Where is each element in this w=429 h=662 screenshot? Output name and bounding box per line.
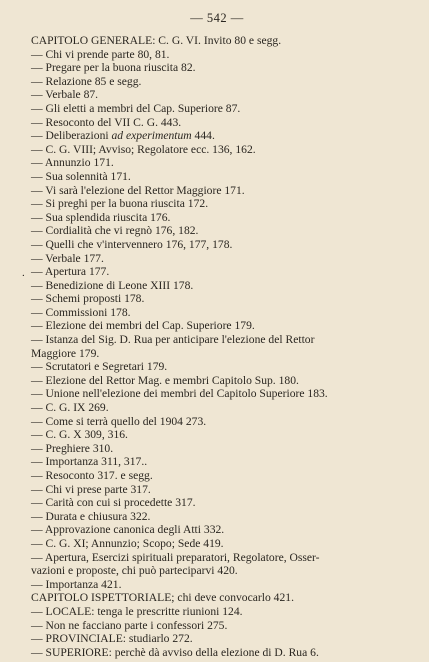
index-entry <box>31 170 403 184</box>
entry-text: — Carità con cui si procedette 317. <box>31 496 196 510</box>
index-entry <box>31 632 403 646</box>
entry-text: — Apertura, Esercizi spirituali preparatori, Regolatore, Osser- <box>31 550 320 564</box>
index-entry <box>31 442 403 456</box>
index-entry <box>31 605 403 619</box>
entry-text: — Si preghi per la buona riuscita 172. <box>31 197 209 211</box>
index-entry <box>31 551 403 565</box>
entry-text: — Scrutatori e Segretari 179. <box>31 360 168 374</box>
entry-text: — LOCALE: tenga le prescritte riunioni 124. <box>31 604 243 618</box>
index-entry <box>31 537 403 551</box>
index-entry <box>31 306 403 320</box>
index-entry <box>31 184 403 198</box>
index-entry <box>31 469 403 483</box>
entry-text: — C. G. IX 269. <box>31 401 109 415</box>
entry-text: — Quelli che v'intervennero 176, 177, 178. <box>31 237 233 251</box>
entry-text: — Schemi proposti 178. <box>31 292 145 306</box>
index-entry <box>31 360 403 374</box>
index-entry <box>31 211 403 225</box>
index-entry <box>31 510 403 524</box>
entry-text: — Unione nell'elezione dei membri del Capitolo Superiore 183. <box>31 387 328 401</box>
index-entry <box>31 61 403 75</box>
entry-text: — Verbale 87. <box>31 88 99 102</box>
index-entry <box>31 197 403 211</box>
entry-text: — Importanza 311, 317.. <box>31 455 148 469</box>
index-entry <box>31 401 403 415</box>
entry-text: — Benedizione di Leone XIII 178. <box>31 278 194 292</box>
entry-text: — Durata e chiusura 322. <box>31 509 151 523</box>
index-entry <box>31 156 403 170</box>
entry-text: — SUPERIORE: perchè dà avviso della elezione di D. Rua 6. <box>31 645 319 659</box>
entry-text: — Chi vi prende parte 80, 81. <box>31 47 170 61</box>
entry-text: — C. G. X 309, 316. <box>31 428 128 442</box>
entry-text: — Apertura 177. <box>31 265 110 279</box>
margin-mark: . <box>22 267 25 279</box>
index-entry <box>31 564 403 578</box>
entry-text: — Importanza 421. <box>31 577 122 591</box>
index-entry <box>31 238 403 252</box>
index-entry <box>31 265 403 279</box>
entry-text: — Chi vi prese parte 317. <box>31 482 151 496</box>
entry-text: — Sua solennità 171. <box>31 169 131 183</box>
entry-text: — Gli eletti a membri del Cap. Superiore 87. <box>31 101 241 115</box>
entry-text: — Vi sarà l'elezione del Rettor Maggiore 171. <box>31 183 245 197</box>
index-entry <box>31 591 403 605</box>
index-entry <box>31 88 403 102</box>
index-entry <box>31 578 403 592</box>
entry-text: — Elezione del Rettor Mag. e membri Capitolo Sup. 180. <box>31 373 299 387</box>
entry-text: — Cordialità che vi regnò 176, 182. <box>31 224 199 238</box>
index-entry <box>31 224 403 238</box>
entry-text: — Non ne facciano parte i confessori 275. <box>31 618 228 632</box>
entry-text: — Approvazione canonica degli Atti 332. <box>31 523 225 537</box>
entry-text: — Come si terrà quello del 1904 273. <box>31 414 207 428</box>
index-entry <box>31 523 403 537</box>
index-entry <box>31 116 403 130</box>
entry-text: — Resoconto 317. e segg. <box>31 469 153 482</box>
entry-text: — Istanza del Sig. D. Rua per anticipare l'elezione del Rettor <box>31 333 315 347</box>
entry-text: — Sua splendida riuscita 176. <box>31 210 171 224</box>
index-entry <box>31 292 403 306</box>
index-entries <box>31 34 403 659</box>
entry-text-after: 444. <box>191 129 215 143</box>
index-entry <box>31 48 403 62</box>
index-entry <box>31 319 403 333</box>
index-entry <box>31 129 403 143</box>
entry-text: — Verbale 177. <box>31 251 104 265</box>
index-entry <box>31 347 403 361</box>
entry-text: — Deliberazioni <box>31 129 112 143</box>
index-entry <box>31 646 403 660</box>
entry-text: — Commissioni 178. <box>31 305 131 319</box>
entry-text: — Elezione dei membri del Cap. Superiore 179. <box>31 319 255 333</box>
entry-text: CAPITOLO ISPETTORIALE; chi deve convocarlo 421. <box>31 591 294 605</box>
entry-text: — Resoconto del VII C. G. 443. <box>31 115 182 129</box>
index-entry <box>31 415 403 429</box>
entry-text: — Preghiere 310. <box>31 441 114 455</box>
entry-text: vazioni e proposte, chi può parteciparvi 420. <box>31 564 238 578</box>
index-entry <box>31 387 403 401</box>
index-entry <box>31 143 403 157</box>
index-entry <box>31 619 403 633</box>
entry-italic-text: ad experimentum <box>111 129 192 143</box>
index-entry <box>31 333 403 347</box>
entry-text: — C. G. XI; Annunzio; Scopo; Sede 419. <box>31 536 224 550</box>
entry-text: — Annunzio 171. <box>31 156 114 170</box>
index-entry <box>31 496 403 510</box>
index-entry <box>31 279 403 293</box>
index-entry <box>31 34 403 48</box>
index-entry <box>31 428 403 442</box>
entry-text: — Relazione 85 e segg. <box>31 74 142 88</box>
index-entry <box>31 252 403 266</box>
entry-text: — PROVINCIALE: studiarlo 272. <box>31 632 193 646</box>
entry-text: CAPITOLO GENERALE: C. G. VI. Invito 80 e segg. <box>31 34 282 47</box>
page-number: — 542 — <box>190 11 244 25</box>
index-entry <box>31 102 403 116</box>
index-entry <box>31 75 403 89</box>
index-entry <box>31 483 403 497</box>
index-entry <box>31 455 403 469</box>
index-entry <box>31 374 403 388</box>
entry-text: — Pregare per la buona riuscita 82. <box>31 61 196 75</box>
entry-text: — C. G. VIII; Avviso; Regolatore ecc. 136, 162. <box>31 142 256 156</box>
entry-text: Maggiore 179. <box>31 346 100 360</box>
